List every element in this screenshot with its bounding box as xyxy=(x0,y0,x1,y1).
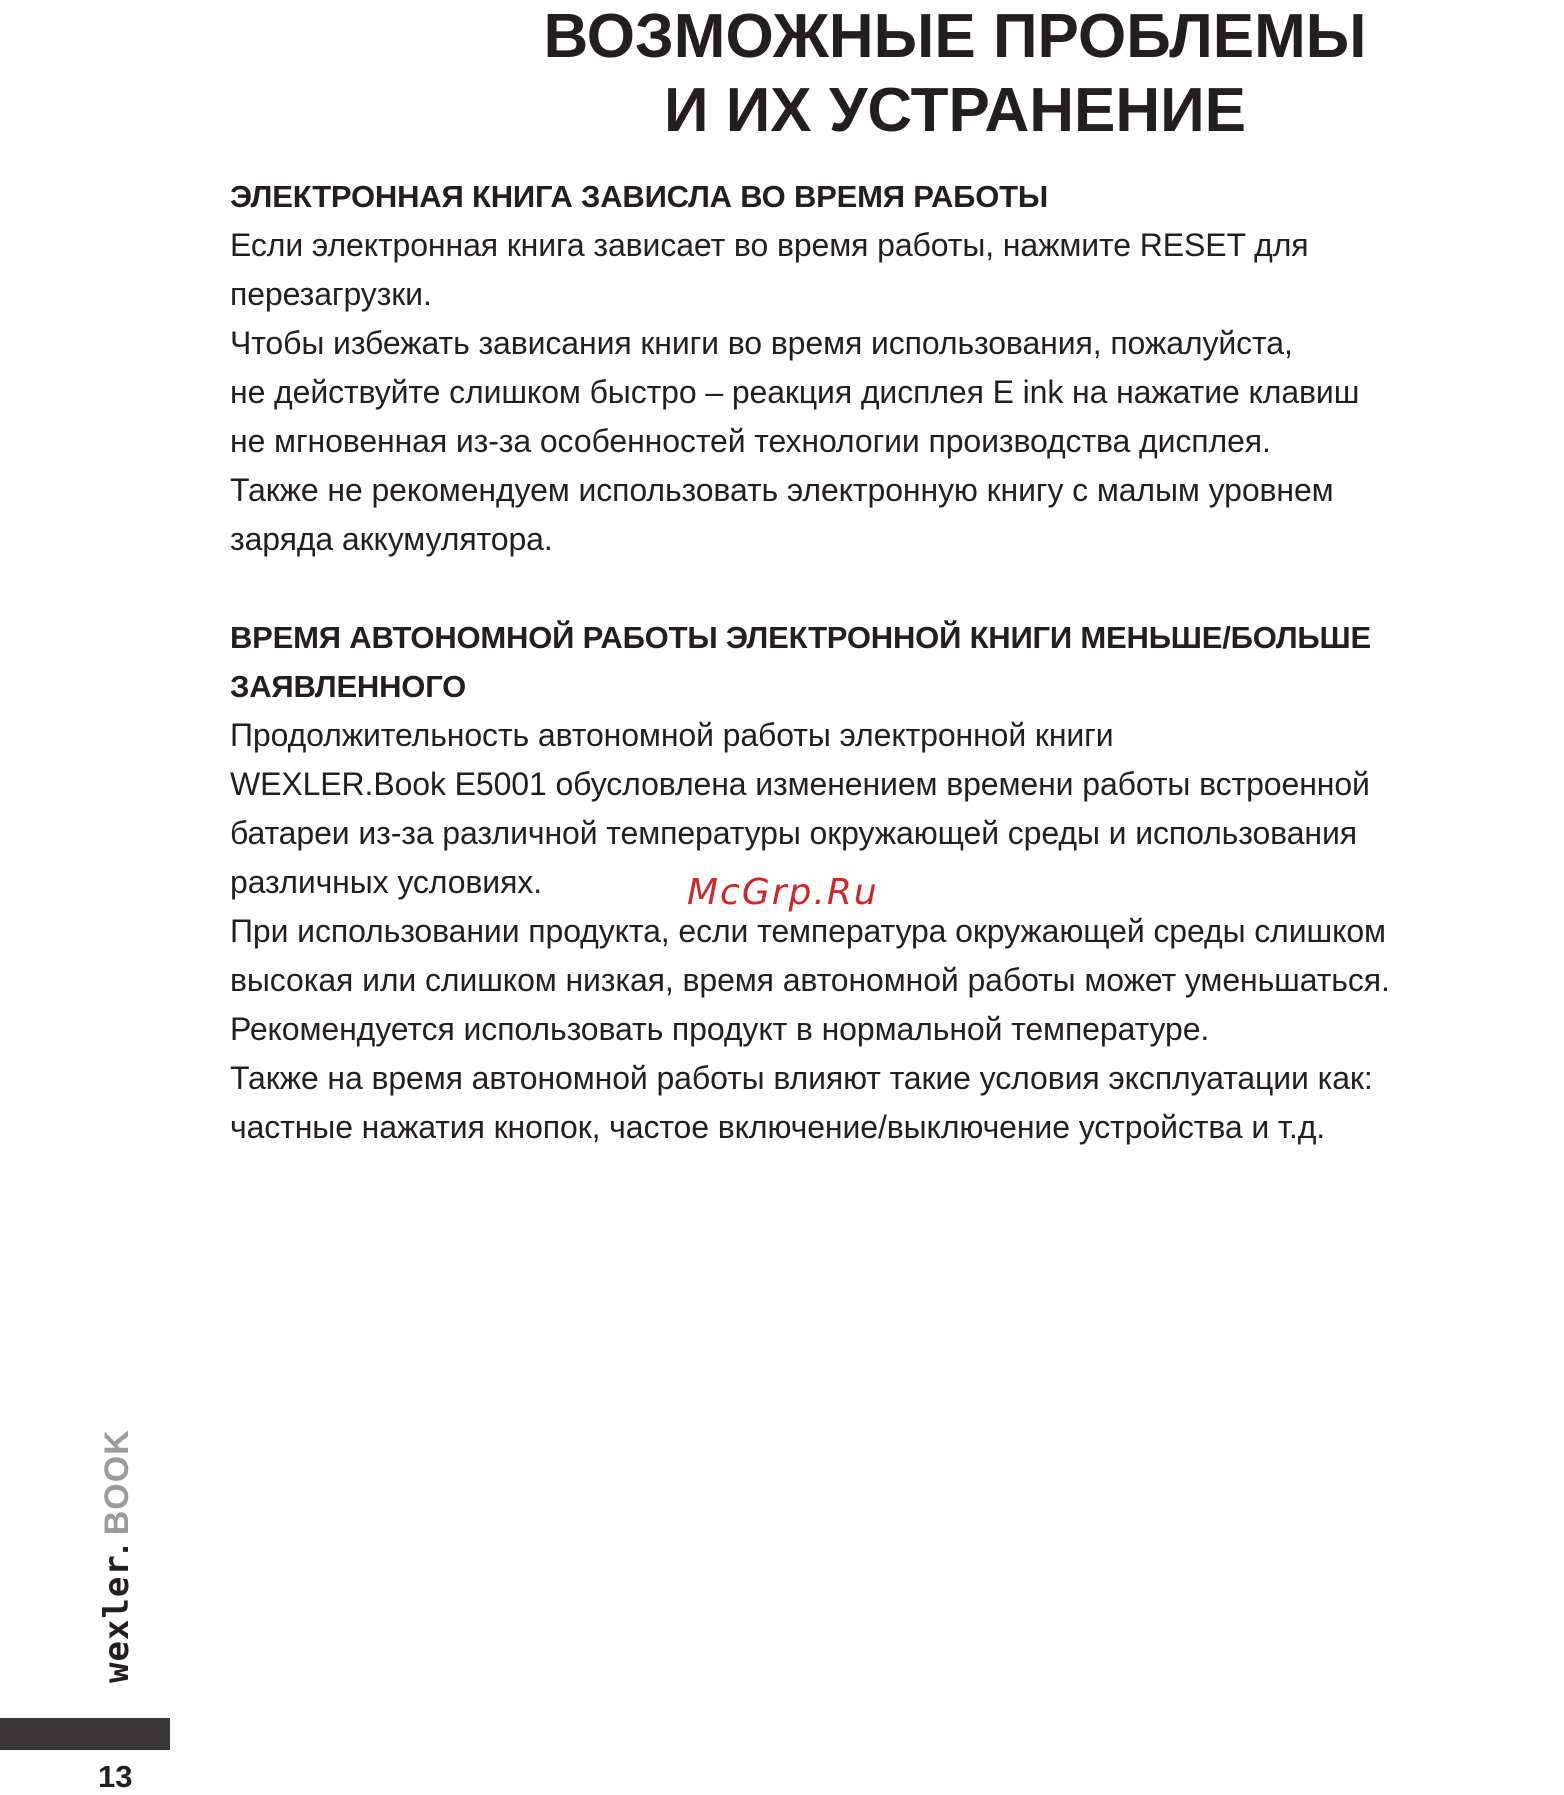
section-heading-line: ЗАЯВЛЕННОГО xyxy=(230,669,467,704)
text-line: различных условиях. xyxy=(230,864,542,900)
section-text xyxy=(230,711,1560,1152)
section-battery-life xyxy=(230,613,1560,1152)
text-line: Продолжительность автономной работы электронной книги xyxy=(230,717,1114,753)
text-line: не действуйте слишком быстро – реакция дисплея E ink на нажатие клавиш xyxy=(230,374,1360,410)
text-line: высокая или слишком низкая, время автономной работы может уменьшаться. xyxy=(230,962,1390,998)
text-line: заряда аккумулятора. xyxy=(230,521,553,557)
text-line: При использовании продукта, если температура окружающей среды слишком xyxy=(230,913,1386,949)
section-heading xyxy=(230,613,1560,711)
watermark: McGrp.Ru xyxy=(687,872,879,913)
text-line: Если электронная книга зависает во время работы, нажмите RESET для xyxy=(230,227,1309,263)
brand-logo-wordmark: wexler xyxy=(97,1554,137,1683)
text-line: Также на время автономной работы влияют такие условия эксплуатации как: xyxy=(230,1060,1373,1096)
text-line: перезагрузки. xyxy=(230,276,432,312)
text-line: Также не рекомендуем использовать электронную книгу с малым уровнем xyxy=(230,472,1334,508)
section-heading xyxy=(230,172,1560,221)
section-text xyxy=(230,221,1560,564)
text-line: Чтобы избежать зависания книги во время использования, пожалуйста, xyxy=(230,325,1293,361)
page-title xyxy=(430,0,1480,148)
brand-logo-subtitle: BOOK xyxy=(98,1429,136,1536)
brand-logo xyxy=(97,1429,137,1683)
document-body xyxy=(230,172,1560,1152)
page-title-line: И ИХ УСТРАНЕНИЕ xyxy=(663,76,1247,145)
brand-logo-dot: . xyxy=(98,1544,136,1555)
text-line: не мгновенная из-за особенностей технологии производства дисплея. xyxy=(230,423,1271,459)
text-line: Рекомендуется использовать продукт в нормальной температуре. xyxy=(230,1011,1210,1047)
text-line: батареи из-за различной температуры окружающей среды и использования xyxy=(230,815,1357,851)
text-line: частные нажатия кнопок, частое включение/выключение устройства и т.д. xyxy=(230,1109,1326,1145)
page-number: 13 xyxy=(98,1759,133,1794)
section-heading-line: ВРЕМЯ АВТОНОМНОЙ РАБОТЫ ЭЛЕКТРОННОЙ КНИГИ МЕНЬШЕ/БОЛЬШЕ xyxy=(230,620,1371,655)
section-frozen-reader xyxy=(230,172,1560,564)
text-line: WEXLER.Book E5001 обусловлена изменением времени работы встроенной xyxy=(230,766,1370,802)
page-title-line: ВОЗМОЖНЫЕ ПРОБЛЕМЫ xyxy=(543,2,1367,71)
page-number-bar xyxy=(0,1718,170,1750)
section-heading-line: ЭЛЕКТРОННАЯ КНИГА ЗАВИСЛА ВО ВРЕМЯ РАБОТЫ xyxy=(230,179,1049,214)
